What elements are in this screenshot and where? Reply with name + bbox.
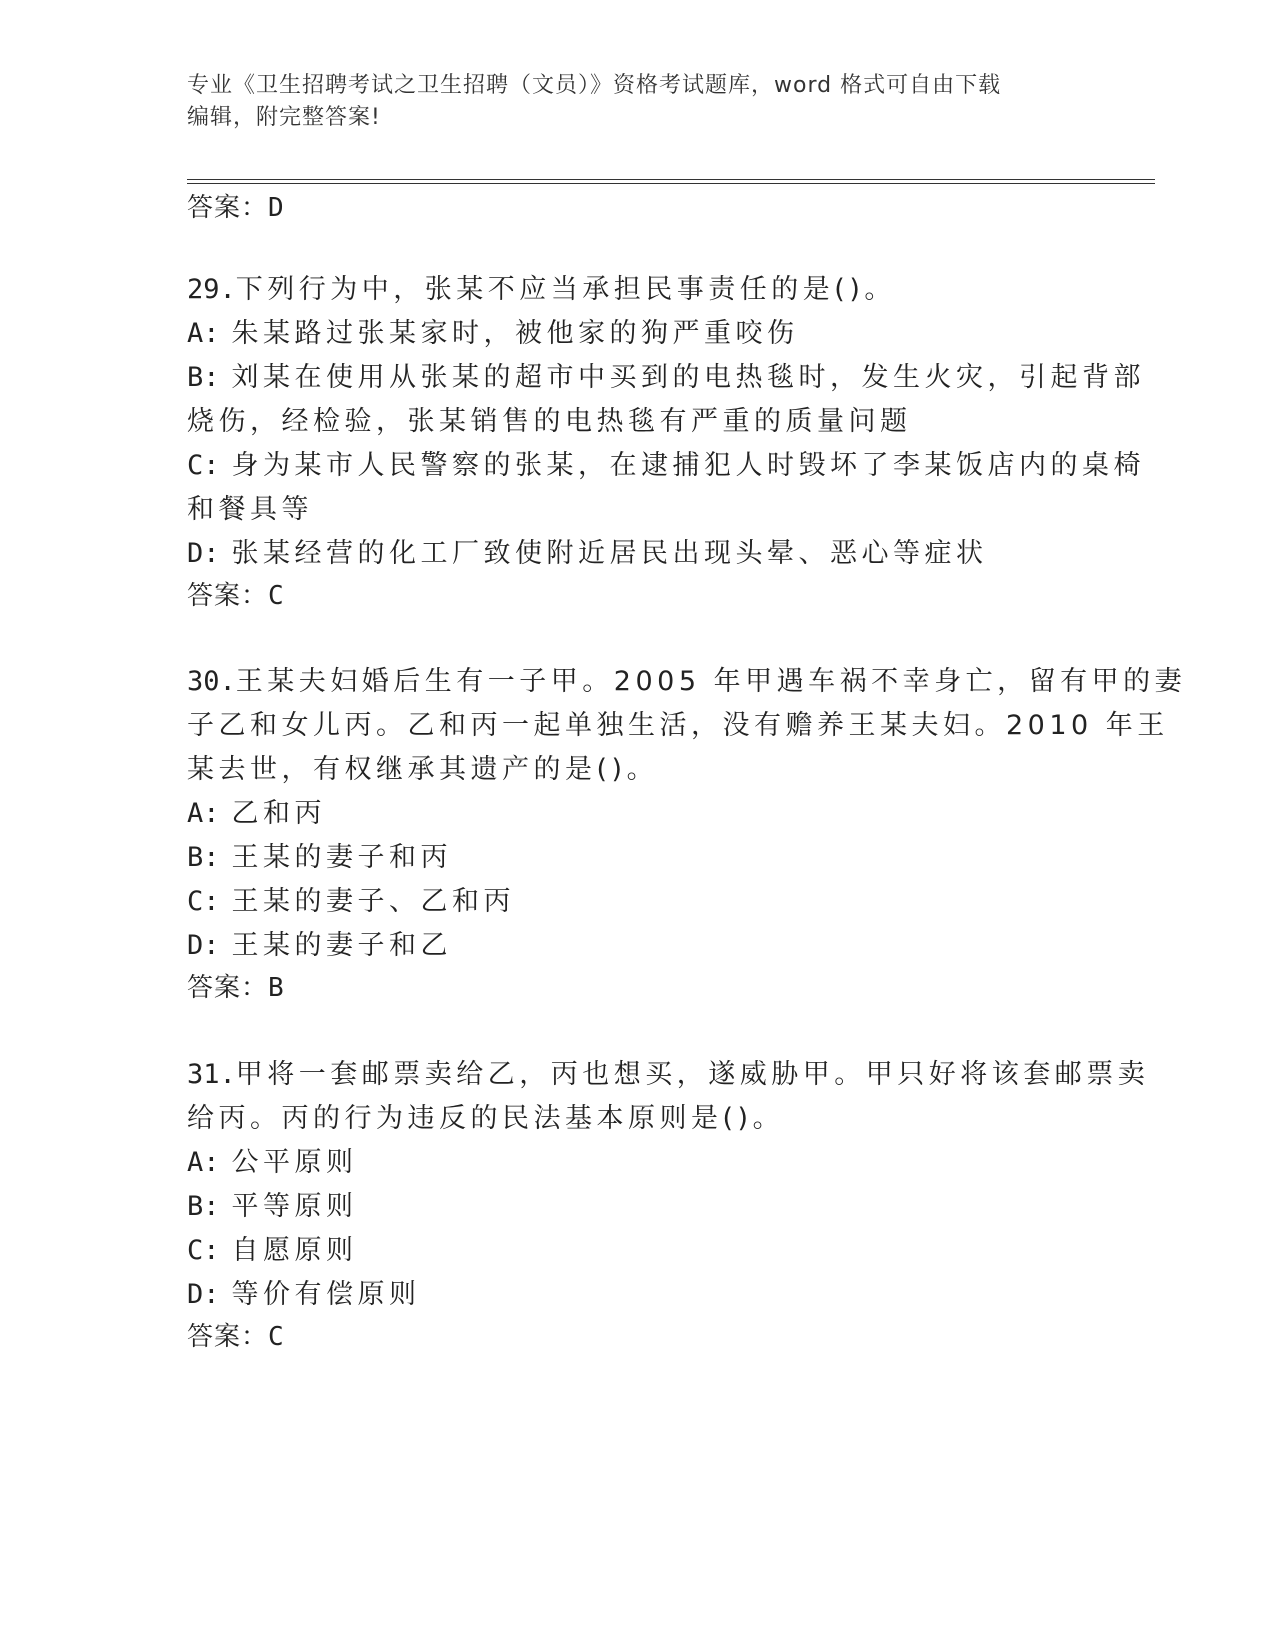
question-30-option-d <box>187 924 1087 968</box>
option-text: 公平原则 <box>231 1147 358 1178</box>
option-text: 和餐具等 <box>187 494 313 525</box>
option-text: 身为某市人民警察的张某，在逮捕犯人时毁坏了李某饭店内的桌椅 <box>231 450 1146 481</box>
option-text: 刘某在使用从张某的超市中买到的电热毯时，发生火灾，引起背部 <box>231 362 1146 393</box>
question-30-option-b <box>187 836 1087 880</box>
option-text: 王某的妻子和乙 <box>231 930 453 961</box>
answer-prev <box>187 190 285 226</box>
question-text: 某去世，有权继承其遗产的是()。 <box>187 754 659 785</box>
question-31-option-b <box>187 1185 1087 1229</box>
option-letter: C: <box>187 450 220 481</box>
option-letter: C: <box>187 886 220 917</box>
question-30-option-c <box>187 880 1087 924</box>
question-29-option-b <box>187 356 1146 400</box>
answer-label: 答案： <box>187 1322 269 1352</box>
question-number: 31. <box>187 1059 236 1090</box>
question-29-option-d <box>187 532 1087 576</box>
answer-value: B <box>268 973 285 1003</box>
option-text: 等价有偿原则 <box>231 1279 421 1310</box>
question-29-option-a <box>187 312 1087 356</box>
option-letter: A: <box>187 1147 220 1178</box>
answer-label: 答案： <box>187 973 269 1003</box>
question-text: 甲将一套邮票卖给乙，丙也想买，遂威胁甲。甲只好将该套邮票卖 <box>235 1059 1150 1090</box>
option-text: 王某的妻子和丙 <box>231 842 453 873</box>
answer-label: 答案： <box>187 193 269 223</box>
document-header <box>187 70 1087 134</box>
question-text: 子乙和女儿丙。乙和丙一起单独生活，没有赡养王某夫妇。2010 年王 <box>187 710 1169 741</box>
question-29-option-c <box>187 444 1146 488</box>
option-letter: D: <box>187 930 220 961</box>
option-letter: B: <box>187 362 220 393</box>
question-number: 29. <box>187 274 236 305</box>
option-text: 自愿原则 <box>231 1235 358 1266</box>
question-31-option-a <box>187 1141 1087 1185</box>
answer-value: C <box>268 581 285 611</box>
option-text: 朱某路过张某家时，被他家的狗严重咬伤 <box>231 318 799 349</box>
question-31-option-d <box>187 1273 1087 1317</box>
option-text: 王某的妻子、乙和丙 <box>231 886 516 917</box>
option-letter: A: <box>187 798 220 829</box>
question-30-stem-cont-2 <box>187 748 1087 792</box>
question-31-option-c <box>187 1229 1087 1273</box>
answer-30 <box>187 970 285 1006</box>
question-text: 王某夫妇婚后生有一子甲。2005 年甲遇车祸不幸身亡，留有甲的妻 <box>235 666 1187 697</box>
option-letter: C: <box>187 1235 220 1266</box>
question-30-stem <box>187 660 1187 704</box>
header-divider-bottom <box>187 183 1155 184</box>
answer-label: 答案： <box>187 581 269 611</box>
answer-29 <box>187 578 285 614</box>
question-30-option-a <box>187 792 1087 836</box>
header-divider-top <box>187 179 1155 180</box>
question-number: 30. <box>187 666 236 697</box>
question-31-stem <box>187 1053 1150 1097</box>
option-text: 烧伤，经检验，张某销售的电热毯有严重的质量问题 <box>187 406 912 437</box>
question-text: 给丙。丙的行为违反的民法基本原则是()。 <box>187 1103 785 1134</box>
answer-value: D <box>268 193 285 223</box>
question-29-stem <box>187 268 1087 312</box>
question-29-option-b-cont <box>187 400 1087 444</box>
header-line-2: 编辑，附完整答案! <box>187 105 381 130</box>
option-letter: D: <box>187 538 220 569</box>
answer-31 <box>187 1319 285 1355</box>
option-letter: A: <box>187 318 220 349</box>
option-text: 张某经营的化工厂致使附近居民出现头晕、恶心等症状 <box>231 538 988 569</box>
header-line-1: 专业《卫生招聘考试之卫生招聘（文员）》资格考试题库，word 格式可自由下载 <box>187 73 1002 98</box>
question-30-stem-cont-1 <box>187 704 1169 748</box>
option-letter: B: <box>187 842 220 873</box>
question-31-stem-cont <box>187 1097 1087 1141</box>
option-letter: D: <box>187 1279 220 1310</box>
question-29-option-c-cont <box>187 488 1087 532</box>
question-text: 下列行为中，张某不应当承担民事责任的是()。 <box>235 274 896 305</box>
option-text: 乙和丙 <box>231 798 327 829</box>
answer-value: C <box>268 1322 285 1352</box>
option-text: 平等原则 <box>231 1191 358 1222</box>
option-letter: B: <box>187 1191 220 1222</box>
